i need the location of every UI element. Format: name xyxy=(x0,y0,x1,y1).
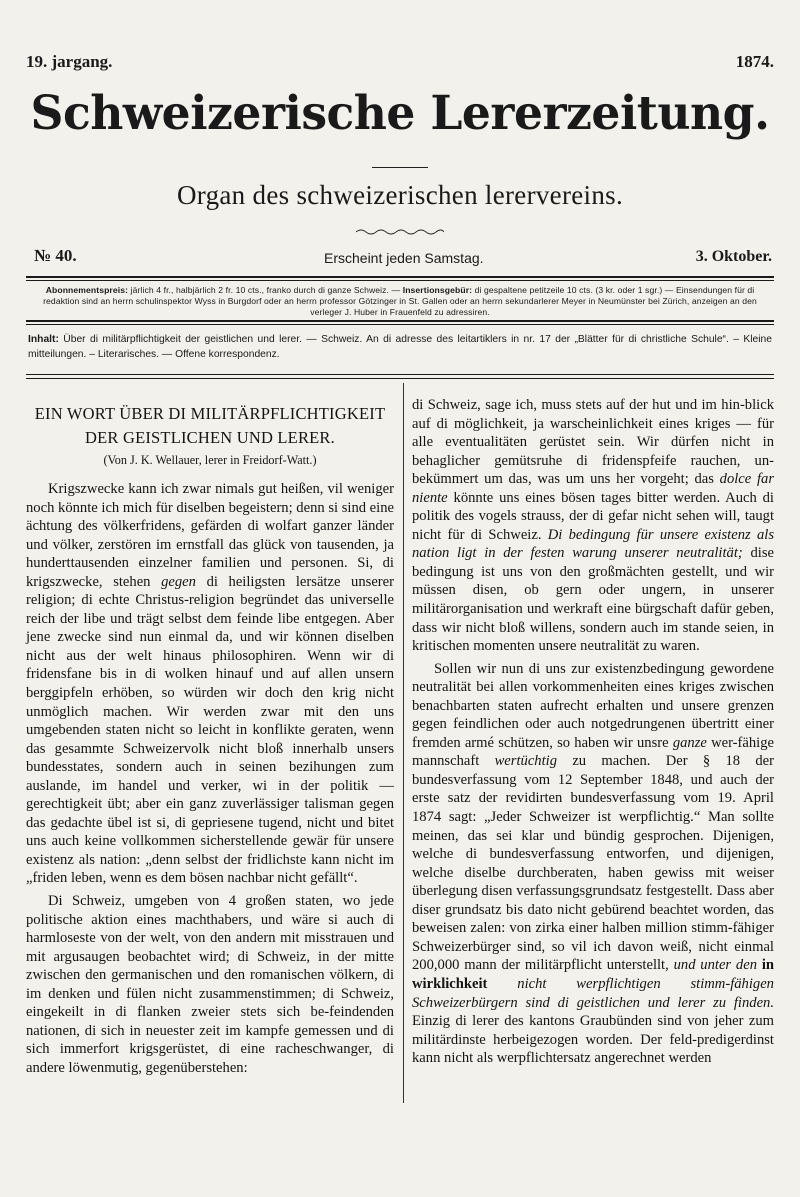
bold-run: in wirklichkeit xyxy=(412,957,774,992)
left-paragraph-1 xyxy=(26,480,394,888)
left-paragraph-2: Di Schweiz, umgeben von 4 großen staten, wo jede politische aktion eines machthabers, und wäre si auch di harmloseste von der welt, von den andern mit misstrauen und mit argusaugen beobachtet wird; di Schweiz, in der mitte zwischen den germanischen und den romanischen völkern, di im denken und fülen nicht zusammenstimmen; di Schweiz, eingekeilt in di flanken zweier stets sich be-feindenden nationen, di sich in neuester zeit im kampfe gemessen und di sich immerfort krigsgerüstet, di eine racheschwanger, di andere löwenmutig, gegenüberstehen: xyxy=(26,893,394,1076)
italic-run: Di bedingung für unsere existenz als nation ligt in der festen warung unserer neutralität; xyxy=(412,526,774,562)
rule-below-contents xyxy=(26,374,774,375)
title-divider xyxy=(372,167,428,168)
rule-below-contents-2 xyxy=(26,378,774,379)
text-run: Sollen wir nun di uns zur existenzbedingung gewordene neutralität bei allen vorkommenheiten eines kriges zwischen benachbarten staten aufrecht erhalten und unsere grenzen gegen feindlichen oder auch notgedrungenen übertritt einer fremden armé schützen, so haben wir unsre xyxy=(412,660,774,751)
subscription-text-2: di gespaltene petitzeile 10 cts. (3 kr. oder 1 sgr.) — Einsendungen für di redaktion sind an herrn schulinspektor Wyss in Burgdorf oder an herrn professor Götzinger in St. Gallen oder an herrn sekundarlerer Meyer in Neumünster bei Zürich, anzeigen an den verleger J. Huber in Frauenfeld zu adressiren. xyxy=(43,285,757,317)
text-run: Einzig di lerer des kantons Graubünden sind von jeher zum militärdinste herbeigezogen worden. Der feld-predigerdinst kann nicht als werpflichtersatz angerechnet werden xyxy=(412,1013,774,1067)
article-heading-line-1: EIN WORT ÜBER DI MILITÄRPFLICHTIGKEIT xyxy=(34,404,386,423)
text-run: zu machen. Der § 18 der bundesverfassung vom 12 September 1848, und auch der erste satz der revidirten bundesverfassung vom 19. April 1874 sagt: „Jeder Schweizer ist werpflichtig.“ Man sollte meinen, das sei klar und bündig gesprochen. Dijenigen, welche di bundesverfassung entworfen, und dijenigen, welche diselbe durchberaten, haben gewiss mit weiser überlegung disen verfassungsgrundsatz festgestellt. Dass aber diser grundsatz bis dato nicht gebürend beachtet worden, das beweisen zalen: von zirka einer halben million stimm-fähiger Schweizerbürger sind, so vil ich davon weiß, nicht einmal 200,000 mann der militärpflicht unterstellt, xyxy=(412,753,775,974)
article-column-right xyxy=(412,396,774,1068)
right-paragraph-2 xyxy=(412,660,774,1068)
subscription-text-1: järlich 4 fr., halbjärlich 2 fr. 10 cts., franko durch di ganze Schweiz. — xyxy=(128,285,403,295)
masthead-topline xyxy=(26,52,774,74)
rule-under-issue xyxy=(26,276,774,278)
issue-line xyxy=(26,246,774,270)
subscription-lead: Abonnementspreis: xyxy=(45,285,129,295)
column-divider xyxy=(403,383,404,1103)
rule-above-contents-thin xyxy=(26,324,774,325)
rule-under-issue-thin xyxy=(26,280,774,281)
issue-number: № 40. xyxy=(34,246,77,265)
volume-label: 19. jargang. xyxy=(26,52,113,71)
text-run: dise bedingung ist uns von den großmächten gestellt, und wir müssen disen, ob gern oder ungern, in unserer militärorganisation und werkraft eine bürgschaft dafür geben, dass wir nicht bloß willens, sondern auch im stande seien, in kritischen momenten unsere neutralität zu waren. xyxy=(412,545,774,655)
newspaper-subtitle: Organ des schweizerischen lerervereins. xyxy=(176,180,623,210)
italic-run: und unter den xyxy=(673,957,757,974)
publication-frequency: Erscheint jeden Samstag. xyxy=(324,250,484,266)
subscription-info xyxy=(28,285,772,318)
year-label: 1874. xyxy=(735,52,774,71)
text-run: wer-fähige mannschaft xyxy=(412,734,774,770)
italic-run: ganze xyxy=(672,734,707,751)
contents-text: Über di militärpflichtigkeit der geistlichen und lerer. — Schweiz. An di adresse des leitartiklers in nr. 17 der „Blätter für di christliche Schule“. – Kleine mitteilungen. – Literarisches. — Offene korrespondenz. xyxy=(28,334,772,360)
table-of-contents xyxy=(28,332,772,362)
italic-run: nicht werpflichtigen stimm-fähigen Schweizerbürgern sind di geistlichen und lerer zu finden. xyxy=(412,975,774,1011)
contents-label: Inhalt: xyxy=(28,334,59,345)
rule-above-contents xyxy=(26,320,774,322)
text-run: könnte uns eines bösen tages bitter werden. Auch di politik des vogels strauss, der di gefar nicht sehen will, taugt nicht für di Schweiz. xyxy=(412,489,774,543)
right-paragraph-1 xyxy=(412,396,774,656)
text-run: di Schweiz, sage ich, muss stets auf der hut und im hin-blick auf di möglichkeit, ja warscheinlichkeit eines kriges — für alle eventualitäten gerüstet sein. Wir dürfen nicht in behaglicher gemütsruhe di fridenspfeife rauchen, un-bekümmert um das, was um uns her vorgeht; das xyxy=(412,397,774,488)
insertion-lead: Insertionsgebür: xyxy=(402,285,473,295)
italic-run: dolce far niente xyxy=(412,471,774,506)
newspaper-title: Schweizerische Lererzeitung. xyxy=(30,86,770,141)
article-column-left xyxy=(26,396,394,1078)
ornament-divider xyxy=(356,228,444,236)
italic-run: gegen xyxy=(161,573,196,590)
italic-run: wertüchtig xyxy=(494,753,558,770)
text-run: Krigszwecke kann ich zwar nimals gut heißen, vil weniger noch könnte ich mich für diselben begeistern; denn si sind eine ächtung des völkerfridens, gefärden di wolfart ganzer länder und völker, zerstören im ernstfall das glück von tausenden, ja hunderttausenden einzelner familien und personen. Si, di krigszwecke, stehen xyxy=(26,481,394,590)
issue-date: 3. Oktober. xyxy=(695,248,772,265)
text-run: di heiligsten lersätze unserer religion; di echte Christus-religion begründet das universelle reich der libe und trägt selbst dem feinde libe entgegen. Aber jene zwecke sind nun einmal da, und wir können diselben nicht aus der welt hinaus philosophiren. Wenn wir di fridensfane bis in di wolken hinauf und auf allen unsern berggipfeln erhöben, so würden wir doch den krig nicht unmöglich machen. Wir werden zwar mit den uns umgebenden staten nicht so leicht in konflikte geraten, wenn das gesammte Schweizervolk nicht bloß innerhalb unsers bundesstates, sondern auch in seinen bezihungen zum auslande, im handel und verker, wi in der politik — gerechtigkeit übt; aber ein ganz zuverlässiger talisman gegen das gedachte übel ist si, di gepriesene tugend, nicht und bitet uns auch keine vollkommen sicherstellende gewär für unsere existenz als nation: „denn selbst der fridlichste kann nicht im „friden leben, wenn es dem bösen nachbar nicht gefällt“. xyxy=(26,573,394,887)
article-heading-line-2: DER GEISTLICHEN UND LERER. xyxy=(85,428,335,447)
article-byline: (Von J. K. Wellauer, lerer in Freidorf-Watt.) xyxy=(103,453,317,467)
